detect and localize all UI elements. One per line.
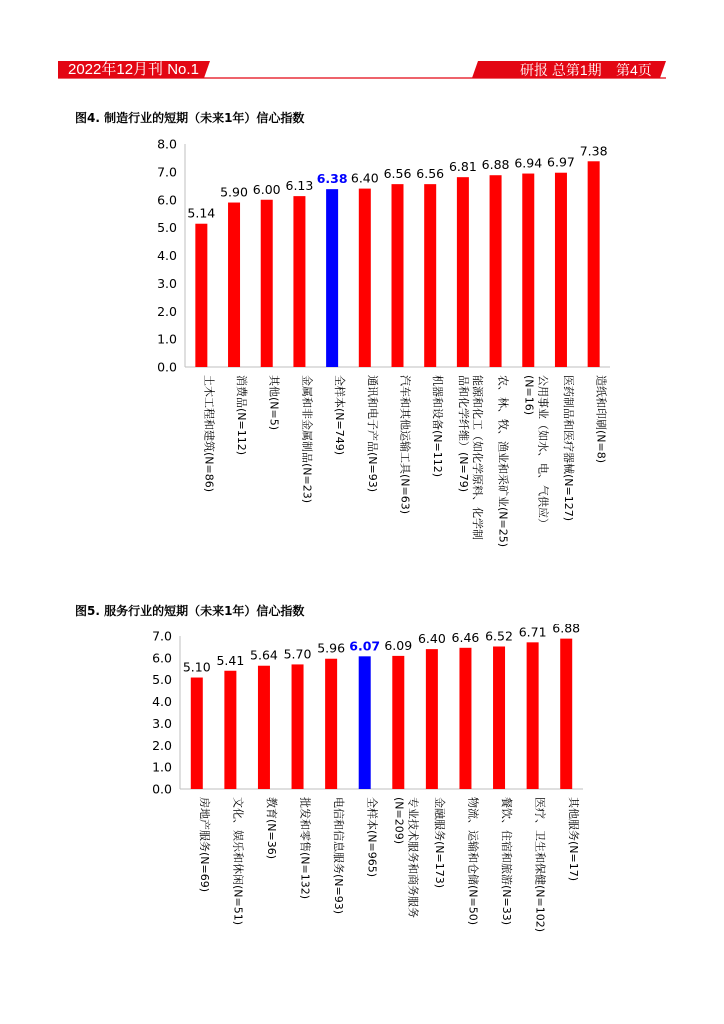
services-confidence-chart: [0, 624, 724, 954]
bar: [224, 671, 236, 789]
x-tick-label: 医疗、卫生和保健(N=102): [533, 797, 547, 933]
data-label: 6.07: [349, 638, 381, 654]
data-label: 6.94: [514, 155, 543, 171]
bar: [588, 161, 600, 367]
x-tick-label: 专业技术服务和商务服务: [406, 797, 420, 918]
x-tick-label: 汽车和其他运输工具(N=63): [398, 375, 412, 515]
y-tick-label: 5.0: [157, 220, 177, 236]
issue-label: 2022年12月刊 No.1: [68, 61, 199, 78]
x-tick-label: 土木工程和建筑(N=86): [202, 375, 216, 493]
data-label: 5.70: [283, 646, 312, 662]
x-tick-label: 批发和零售(N=132): [298, 797, 312, 900]
y-tick-label: 3.0: [152, 715, 172, 731]
data-label: 6.56: [383, 166, 412, 182]
x-tick-label: 文化、娱乐和休闲(N=51): [231, 797, 245, 926]
y-tick-label: 0.0: [157, 359, 177, 375]
y-tick-label: 1.0: [152, 759, 172, 775]
page-number-label: 第4页: [616, 62, 652, 78]
data-label: 6.38: [316, 171, 348, 187]
data-label: 5.14: [187, 205, 216, 221]
bar: [258, 666, 270, 789]
bar: [459, 648, 471, 789]
x-tick-label: 金属和非金属制品(N=23): [300, 375, 314, 504]
data-label: 6.40: [417, 631, 446, 647]
data-label: 5.10: [182, 659, 211, 675]
data-label: 5.41: [216, 652, 245, 668]
data-label: 6.40: [350, 170, 379, 186]
bar: [325, 659, 337, 789]
data-label: 6.71: [518, 624, 547, 640]
bar: [293, 196, 305, 367]
bar: [392, 184, 404, 367]
y-tick-label: 7.0: [157, 164, 177, 180]
bar: [261, 200, 273, 367]
bar: [359, 189, 371, 367]
bar: [426, 649, 438, 789]
y-tick-label: 2.0: [152, 737, 172, 753]
x-tick-label: (N=209): [392, 797, 406, 845]
x-tick-label: 物流、运输和仓储(N=50): [466, 797, 480, 926]
bar: [292, 664, 304, 789]
manufacturing-confidence-chart: [0, 130, 724, 570]
bar: [359, 656, 371, 789]
data-label: 6.52: [485, 628, 513, 644]
bar: [527, 642, 539, 789]
x-tick-label: 造纸和印刷(N=8): [594, 375, 608, 464]
y-tick-label: 2.0: [157, 303, 177, 319]
data-label: 5.90: [220, 184, 248, 200]
data-label: 5.64: [250, 647, 278, 663]
data-label: 6.88: [552, 624, 581, 636]
x-tick-label: 房地产服务(N=69): [197, 797, 211, 893]
x-tick-label: 金融服务(N=173): [432, 797, 446, 889]
report-number-label: 研报 总第1期: [520, 62, 602, 78]
bar: [326, 189, 338, 367]
bar: [195, 224, 207, 367]
x-tick-label: 其他(N=5): [267, 375, 281, 431]
y-tick-label: 4.0: [157, 248, 177, 263]
bar: [490, 175, 502, 367]
bar: [493, 646, 505, 789]
x-tick-label: 公用事业（如水、电、气供应）: [536, 375, 550, 529]
x-tick-label: 教育(N=36): [264, 797, 278, 860]
bar: [522, 174, 534, 367]
y-tick-label: 4.0: [152, 694, 172, 710]
x-tick-label: 品和化学纤维）(N=79): [456, 375, 470, 493]
bar: [424, 184, 436, 367]
y-tick-label: 8.0: [157, 136, 177, 152]
data-label: 6.00: [252, 181, 281, 197]
y-tick-label: 6.0: [152, 650, 172, 666]
data-label: 7.38: [579, 143, 608, 159]
data-label: 5.96: [317, 640, 346, 656]
bar: [392, 656, 404, 789]
y-tick-label: 7.0: [152, 628, 172, 644]
x-tick-label: 通讯和电子产品(N=93): [365, 375, 379, 493]
page-header: [0, 0, 724, 90]
x-tick-label: 其他服务(N=17): [567, 797, 581, 882]
x-tick-label: 医药制品和医疗器械(N=127): [561, 375, 575, 522]
y-tick-label: 5.0: [152, 672, 172, 688]
figure-5-title: 图5. 服务行业的短期（未来1年）信心指数: [75, 604, 305, 618]
figure-4-title: 图4. 制造行业的短期（未来1年）信心指数: [75, 111, 305, 125]
x-tick-label: (N=16): [522, 375, 536, 416]
data-label: 6.56: [416, 166, 445, 182]
x-tick-label: 机器和设备(N=112): [431, 375, 445, 478]
bar: [560, 639, 572, 789]
x-tick-label: 全样本(N=749): [333, 375, 347, 456]
bar: [191, 678, 203, 789]
bar: [555, 173, 567, 367]
x-tick-label: 消费品(N=112): [235, 375, 249, 456]
x-tick-label: 餐饮、住宿和旅游(N=33): [500, 797, 514, 926]
data-label: 6.13: [285, 178, 314, 194]
data-label: 6.09: [384, 637, 413, 653]
x-tick-label: 电信和信息服务(N=93): [332, 797, 346, 915]
y-tick-label: 6.0: [157, 192, 177, 208]
data-label: 6.81: [448, 159, 477, 175]
data-label: 6.46: [451, 629, 480, 645]
data-label: 6.97: [547, 154, 575, 170]
y-tick-label: 3.0: [157, 275, 177, 291]
x-tick-label: 全样本(N=965): [365, 797, 379, 878]
bar: [228, 203, 240, 367]
x-tick-label: 能源和化工（如化学原料、化学制: [470, 375, 484, 540]
bar: [457, 177, 469, 367]
x-tick-label: 农、林、牧、渔业和采矿业(N=25): [496, 375, 510, 548]
data-label: 6.88: [481, 157, 510, 173]
y-tick-label: 1.0: [157, 331, 177, 347]
y-tick-label: 0.0: [152, 781, 172, 797]
